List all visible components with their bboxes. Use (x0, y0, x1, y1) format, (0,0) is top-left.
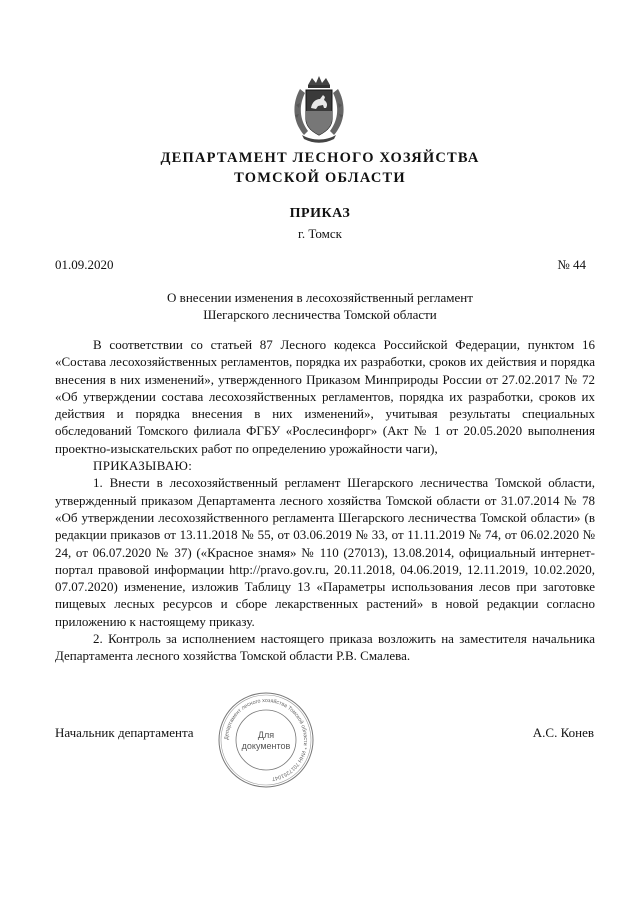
order-item-2: 2. Контроль за исполнением настоящего приказа возложить на заместителя начальника Департамента лесного хозяйства Томской области Р.В. Смалева. (55, 631, 595, 664)
signer-name: А.С. Конев (532, 725, 594, 740)
document-body (55, 336, 595, 665)
subject-line2: Шегарского лесничества Томской области (203, 307, 437, 322)
document-date: 01.09.2020 (55, 257, 114, 272)
order-command: ПРИКАЗЫВАЮ: (93, 458, 193, 474)
subject-line1: О внесении изменения в лесохозяйственный регламент (167, 290, 473, 305)
electronic-signature-stamp (216, 690, 316, 790)
stamp-ring-text: Департамент лесного хозяйства Томской области * ИНН 7017251047 (223, 697, 309, 782)
signer-position: Начальник департамента (55, 725, 194, 740)
order-item-1: 1. Внести в лесохозяйственный регламент Шегарского лесничества Томской области, утвержденный приказом Департамента лесного хозяйства Томской области от 31.07.2014 № 78 «Об утверждении лесохозяйственного регламента Шегарского лесничества Томской области» (в редакции приказов от 13.11.2018 № 55, от 03.06.2019 № 33, от 11.11.2019 № 74, от 06.02.2020 № 24, от 06.07.2020 № 37) («Красное знамя» № 110 (27013), 13.08.2014, официальный интернет-портал правовой информации http://pravo.gov.ru, 20.11.2018, 04.06.2019, 12.11.2019, 10.02.2020, 07.07.2020) изменение, изложив Таблицу 13 «Параметры использования лесов при заготовке пищевых лесных ресурсов и сборе лекарственных растений» в новой редакции согласно приложению к настоящему приказу. (55, 475, 595, 629)
stamp-text-line1: Для (257, 730, 275, 740)
document-type: ПРИКАЗ (289, 206, 351, 221)
tomsk-coat-of-arms-icon (290, 75, 348, 143)
document-number: № 44 (557, 257, 586, 272)
preamble-paragraph: В соответствии со статьей 87 Лесного кодекса Российской Федерации, пунктом 16 «Состава лесохозяйственных регламентов, порядка их разработки, сроков их действия и порядка внесения в них изменений», утвержденного Приказом Минприроды России от 27.02.2017 № 72 «Об утверждении состава лесохозяйственных регламентов, порядка их разработки, сроков их действия и порядка внесения в них изменений», учитывая результаты специальных обследований Томского филиала ФГБУ «Рослесинфорг» (Акт № 1 от 20.05.2020 выполнения проектно-изыскательских работ по определению урожайности чаги), (55, 337, 595, 456)
department-name-line2: ТОМСКОЙ ОБЛАСТИ (234, 170, 406, 186)
stamp-text-line2: документов (241, 741, 291, 751)
document-city: г. Томск (298, 226, 342, 241)
department-name-line1: ДЕПАРТАМЕНТ ЛЕСНОГО ХОЗЯЙСТВА (160, 150, 480, 166)
